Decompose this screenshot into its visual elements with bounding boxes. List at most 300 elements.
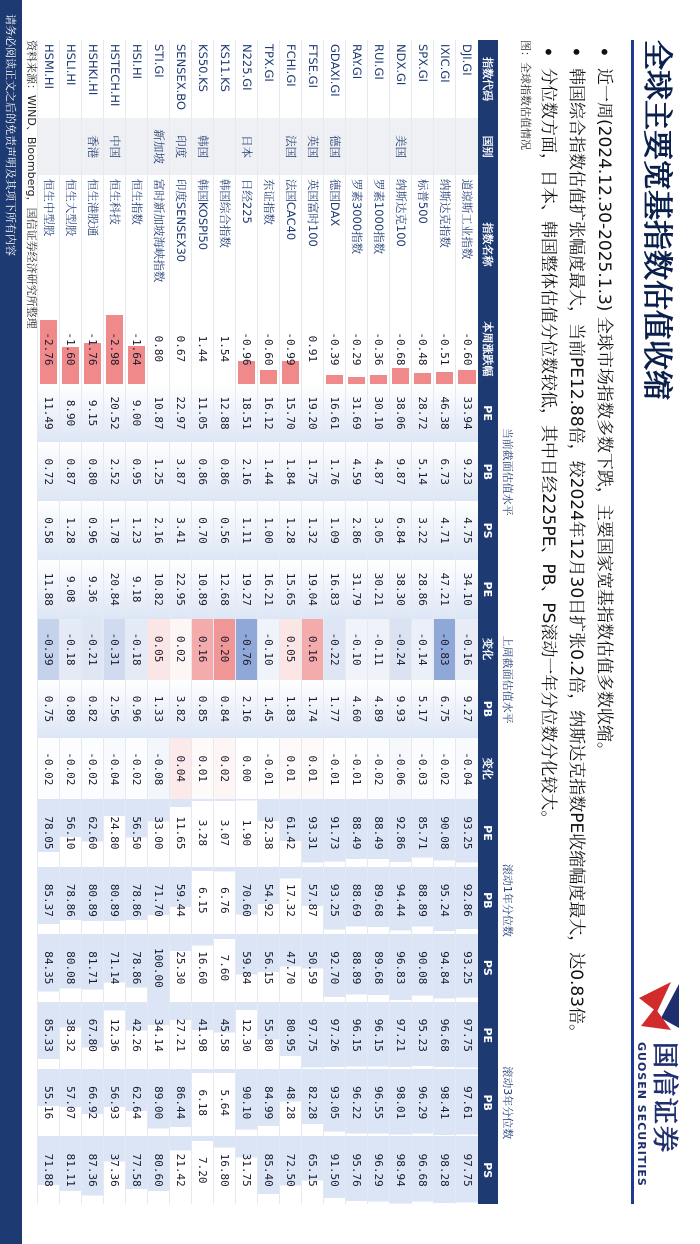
- cell-r1-ps: 94.84: [434, 934, 456, 1001]
- cell-ps: 0.56: [214, 501, 236, 560]
- cell-pb: 1.84: [280, 442, 302, 501]
- cell-name: 恒生指数: [126, 175, 148, 314]
- cell-chg: [346, 314, 368, 384]
- cell-r3-pe: 97.75: [456, 1002, 478, 1069]
- cell-region: [346, 118, 368, 175]
- cell-r3-pb: 86.44: [170, 1069, 192, 1136]
- cell-region: [126, 118, 148, 175]
- cell-name: 法国CAC40: [280, 175, 302, 314]
- cell-chg: [236, 314, 258, 384]
- cell-lw-pe-chg: -0.10: [346, 619, 368, 680]
- col-header-ps: PS: [478, 501, 498, 560]
- cell-lw-pe: 9.36: [82, 560, 104, 619]
- cell-r3-ps: 95.76: [346, 1136, 368, 1204]
- cell-lw-pb: 2.56: [104, 680, 126, 739]
- cell-lw-pe-chg: 0.16: [302, 619, 324, 680]
- cell-r3-ps: 87.36: [82, 1136, 104, 1204]
- cell-r3-pb: 66.92: [82, 1069, 104, 1136]
- cell-lw-pe: 19.04: [302, 560, 324, 619]
- table-row: [390, 40, 412, 1204]
- cell-r3-ps: 91.50: [324, 1136, 346, 1204]
- cell-r3-ps: 81.11: [60, 1136, 82, 1204]
- cell-r1-ps: 96.83: [390, 934, 412, 1001]
- cell-pe: 16.12: [258, 384, 280, 443]
- cell-lw-pe: 15.65: [280, 560, 302, 619]
- cell-lw-pb-chg: -0.08: [148, 738, 170, 799]
- cell-ps: 6.84: [390, 501, 412, 560]
- cell-r3-ps: 71.88: [38, 1136, 60, 1204]
- cell-r1-pe: 78.05: [38, 799, 60, 866]
- col-header-lw-pb-chg: 变化: [478, 738, 498, 799]
- cell-r3-pe: 97.75: [302, 1002, 324, 1069]
- cell-chg: [390, 314, 412, 384]
- cell-pe: 28.72: [412, 384, 434, 443]
- cell-lw-pb-chg: -0.01: [258, 738, 280, 799]
- cell-r1-ps: 47.70: [280, 934, 302, 1001]
- cell-r1-pb: 94.44: [390, 867, 412, 934]
- cell-r3-pe: 96.15: [368, 1002, 390, 1069]
- cell-r3-pe: 12.30: [236, 1002, 258, 1069]
- cell-lw-pb-chg: 0.01: [192, 738, 214, 799]
- cell-lw-pb-chg: -0.02: [38, 738, 60, 799]
- table-row: [236, 40, 258, 1204]
- cell-lw-pe-chg: -0.18: [60, 619, 82, 680]
- cell-pe: 18.51: [236, 384, 258, 443]
- page-title: 全球主要宽基指数估值收缩: [639, 40, 674, 400]
- cell-r3-pe: 80.95: [280, 1002, 302, 1069]
- cell-r3-pb: 96.29: [412, 1069, 434, 1136]
- cell-chg: [214, 314, 236, 384]
- col-header-chg: 本周涨跌幅: [478, 314, 498, 384]
- cell-lw-pb-chg: -0.03: [412, 738, 434, 799]
- cell-lw-pb: 1.83: [280, 680, 302, 739]
- cell-r1-ps: 88.89: [346, 934, 368, 1001]
- bullet-dot-icon: •: [592, 46, 616, 58]
- chg-bar: [371, 375, 388, 383]
- cell-r1-ps: 25.30: [170, 934, 192, 1001]
- cell-pb: 0.80: [82, 442, 104, 501]
- cell-code: HSI.HI: [126, 40, 148, 118]
- bullet-text: 近一周(2024.12.30-2025.1.3) 全球市场指数多数下跌，主要国家宽基指数估值多数收缩。: [594, 68, 614, 759]
- cell-region: 法国: [280, 118, 302, 175]
- cell-chg: [170, 314, 192, 384]
- cell-ps: 2.16: [148, 501, 170, 560]
- cell-r3-ps: 80.60: [148, 1136, 170, 1204]
- cell-code: SPX.GI: [412, 40, 434, 118]
- cell-chg: [192, 314, 214, 384]
- cell-code: NDX.GI: [390, 40, 412, 118]
- cell-name: 韩国KOSPI50: [192, 175, 214, 314]
- cell-code: TPX.GI: [258, 40, 280, 118]
- cell-pb: 3.87: [170, 442, 192, 501]
- cell-r1-pb: 59.44: [170, 867, 192, 934]
- chg-value: -2.76: [42, 332, 56, 366]
- group-header-roll3: 滚动3年分位数: [498, 1002, 518, 1204]
- cell-pe: 8.90: [60, 384, 82, 443]
- cell-lw-pe-chg: 0.20: [214, 619, 236, 680]
- cell-region: 日本: [236, 118, 258, 175]
- cell-r1-pe: 56.10: [60, 799, 82, 866]
- col-header-lw-pb: PB: [478, 680, 498, 739]
- cell-pb: 0.86: [214, 442, 236, 501]
- cell-ps: 1.23: [126, 501, 148, 560]
- cell-lw-pb-chg: -0.02: [126, 738, 148, 799]
- cell-r1-pb: 89.68: [368, 867, 390, 934]
- cell-lw-pe-chg: -0.76: [236, 619, 258, 680]
- cell-ps: 1.28: [280, 501, 302, 560]
- cell-r3-pb: 89.00: [148, 1069, 170, 1136]
- cell-r1-pe: 11.65: [170, 799, 192, 866]
- table-row: [324, 40, 346, 1204]
- cell-r3-ps: 98.94: [390, 1136, 412, 1204]
- cell-chg: [434, 314, 456, 384]
- cell-name: 道琼斯工业指数: [456, 175, 478, 314]
- cell-r3-pe: 12.36: [104, 1002, 126, 1069]
- cell-region: [258, 118, 280, 175]
- cell-lw-pb-chg: 0.01: [302, 738, 324, 799]
- cell-pe: 20.52: [104, 384, 126, 443]
- cell-lw-pe: 10.89: [192, 560, 214, 619]
- cell-r3-ps: 21.42: [170, 1136, 192, 1204]
- cell-pe: 19.20: [302, 384, 324, 443]
- cell-r1-pe: 3.28: [192, 799, 214, 866]
- cell-ps: 4.75: [456, 501, 478, 560]
- cell-ps: 0.58: [38, 501, 60, 560]
- cell-r1-ps: 89.68: [368, 934, 390, 1001]
- cell-r3-pe: 27.21: [170, 1002, 192, 1069]
- bullet-item: [562, 46, 590, 1196]
- cell-r3-pb: 84.99: [258, 1069, 280, 1136]
- cell-r3-pb: 98.01: [390, 1069, 412, 1136]
- table-row: [104, 40, 126, 1204]
- cell-r3-ps: 96.68: [412, 1136, 434, 1204]
- cell-lw-pe: 47.21: [434, 560, 456, 619]
- cell-region: 中国: [104, 118, 126, 175]
- cell-lw-pe-chg: -0.21: [82, 619, 104, 680]
- cell-r3-pb: 97.61: [456, 1069, 478, 1136]
- cell-name: 富时新加坡海峡指数: [148, 175, 170, 314]
- header-blank: [498, 40, 518, 384]
- cell-r1-ps: 92.70: [324, 934, 346, 1001]
- cell-r1-pb: 6.76: [214, 867, 236, 934]
- cell-lw-pe: 34.10: [456, 560, 478, 619]
- cell-pe: 30.10: [368, 384, 390, 443]
- cell-lw-pe: 31.79: [346, 560, 368, 619]
- logo-en-text: GUOSEN SECURITIES: [635, 1042, 648, 1187]
- table-row: [368, 40, 390, 1204]
- col-header-code: 指数代码: [478, 40, 498, 118]
- col-header-r3-ps: PS: [478, 1136, 498, 1204]
- cell-pe: 10.87: [148, 384, 170, 443]
- col-header-name: 指数名称: [478, 175, 498, 314]
- cell-r3-pb: 93.05: [324, 1069, 346, 1136]
- cell-code: IXIC.GI: [434, 40, 456, 118]
- figure-caption: 图：全球指数估值情况: [519, 40, 532, 150]
- cell-r1-pb: 54.92: [258, 867, 280, 934]
- cell-r3-ps: 97.75: [456, 1136, 478, 1204]
- chg-value: -0.36: [372, 332, 386, 366]
- cell-lw-pb: 1.77: [324, 680, 346, 739]
- cell-r3-pe: 41.98: [192, 1002, 214, 1069]
- chg-value: -0.60: [460, 332, 474, 366]
- cell-code: KS11.KS: [214, 40, 236, 118]
- cell-r3-pe: 38.32: [60, 1002, 82, 1069]
- cell-r1-pe: 61.42: [280, 799, 302, 866]
- cell-code: HSTECH.HI: [104, 40, 126, 118]
- table-row: [412, 40, 434, 1204]
- cell-r3-pe: 95.23: [412, 1002, 434, 1069]
- cell-r3-pe: 96.68: [434, 1002, 456, 1069]
- cell-name: 纳斯达克指数: [434, 175, 456, 314]
- chg-value: -0.39: [328, 332, 342, 366]
- cell-pe: 11.05: [192, 384, 214, 443]
- cell-code: RUI.GI: [368, 40, 390, 118]
- cell-r3-ps: 77.58: [126, 1136, 148, 1204]
- table-row: [38, 40, 60, 1204]
- cell-r3-ps: 65.15: [302, 1136, 324, 1204]
- chg-value: -0.29: [350, 332, 364, 366]
- cell-lw-pe: 12.68: [214, 560, 236, 619]
- cell-pe: 31.69: [346, 384, 368, 443]
- cell-lw-pb-chg: -0.02: [60, 738, 82, 799]
- chg-value: -0.99: [284, 332, 298, 366]
- cell-r1-pe: 92.86: [390, 799, 412, 866]
- cell-r3-pb: 48.28: [280, 1069, 302, 1136]
- cell-pb: 1.44: [258, 442, 280, 501]
- cell-lw-pe-chg: 0.16: [192, 619, 214, 680]
- cell-r3-pe: 55.80: [258, 1002, 280, 1069]
- chg-bar: [393, 368, 410, 384]
- table-row: [302, 40, 324, 1204]
- cell-r3-pb: 62.64: [126, 1069, 148, 1136]
- cell-region: 美国: [390, 118, 412, 175]
- cell-r1-pb: 85.37: [38, 867, 60, 934]
- cell-region: [456, 118, 478, 175]
- cell-chg: [104, 314, 126, 384]
- cell-lw-pe-chg: 0.05: [148, 619, 170, 680]
- cell-r3-ps: 85.40: [258, 1136, 280, 1204]
- chg-value: -0.60: [262, 332, 276, 366]
- cell-r1-ps: 84.35: [38, 934, 60, 1001]
- col-header-lw-pe-chg: 变化: [478, 619, 498, 680]
- cell-pb: 6.73: [434, 442, 456, 501]
- chg-value: 0.67: [174, 335, 188, 363]
- cell-r1-pe: 93.31: [302, 799, 324, 866]
- guosen-logo-icon: [635, 978, 685, 1034]
- cell-code: STI.GI: [148, 40, 170, 118]
- cell-r1-pe: 1.90: [236, 799, 258, 866]
- cell-region: [434, 118, 456, 175]
- cell-name: 恒生中型股: [38, 175, 60, 314]
- cell-ps: 3.41: [170, 501, 192, 560]
- cell-lw-pb: 1.45: [258, 680, 280, 739]
- cell-lw-pb: 4.60: [346, 680, 368, 739]
- cell-lw-pe-chg: -0.16: [456, 619, 478, 680]
- cell-pb: 0.72: [38, 442, 60, 501]
- cell-ps: 1.28: [60, 501, 82, 560]
- cell-pb: 1.75: [302, 442, 324, 501]
- cell-r1-pe: 33.00: [148, 799, 170, 866]
- cell-lw-pe: 19.27: [236, 560, 258, 619]
- cell-code: N225.GI: [236, 40, 258, 118]
- cell-ps: 1.78: [104, 501, 126, 560]
- group-header-last-week: 上周截面估值水平: [498, 560, 518, 799]
- col-header-r1-pe: PE: [478, 799, 498, 866]
- cell-pb: 4.87: [368, 442, 390, 501]
- cell-region: [412, 118, 434, 175]
- cell-r3-pb: 90.10: [236, 1069, 258, 1136]
- cell-r3-pe: 42.26: [126, 1002, 148, 1069]
- cell-lw-pb: 0.96: [126, 680, 148, 739]
- cell-ps: 4.71: [434, 501, 456, 560]
- cell-code: GDAXI.GI: [324, 40, 346, 118]
- cell-lw-pe-chg: -0.10: [258, 619, 280, 680]
- chg-value: -1.64: [130, 332, 144, 366]
- cell-code: KS50.KS: [192, 40, 214, 118]
- cell-code: HSLI.HI: [60, 40, 82, 118]
- cell-r1-pb: 57.87: [302, 867, 324, 934]
- cell-r3-pe: 96.15: [346, 1002, 368, 1069]
- cell-region: 德国: [324, 118, 346, 175]
- cell-pb: 1.25: [148, 442, 170, 501]
- cell-lw-pe: 16.83: [324, 560, 346, 619]
- cell-r1-pe: 56.50: [126, 799, 148, 866]
- cell-ps: 1.09: [324, 501, 346, 560]
- cell-lw-pe: 20.84: [104, 560, 126, 619]
- cell-r1-pe: 32.38: [258, 799, 280, 866]
- cell-lw-pe-chg: -0.83: [434, 619, 456, 680]
- cell-name: 恒生港股通: [82, 175, 104, 314]
- cell-r1-pe: 62.60: [82, 799, 104, 866]
- chg-value: 1.44: [196, 335, 210, 363]
- chg-bar: [349, 377, 366, 384]
- cell-lw-pb: 5.17: [412, 680, 434, 739]
- cell-name: 标普500: [412, 175, 434, 314]
- table-body: [38, 40, 478, 1204]
- cell-r3-ps: 96.29: [368, 1136, 390, 1204]
- summary-bullets: [534, 46, 618, 1196]
- cell-lw-pb: 0.82: [82, 680, 104, 739]
- cell-pe: 16.61: [324, 384, 346, 443]
- cell-r3-pb: 5.64: [214, 1069, 236, 1136]
- cell-lw-pe: 9.08: [60, 560, 82, 619]
- cell-pe: 9.00: [126, 384, 148, 443]
- cell-ps: 3.22: [412, 501, 434, 560]
- cell-lw-pb-chg: -0.01: [346, 738, 368, 799]
- chg-value: -1.76: [86, 332, 100, 366]
- cell-r3-ps: 37.36: [104, 1136, 126, 1204]
- cell-lw-pb: 2.16: [236, 680, 258, 739]
- cell-r1-pb: 6.15: [192, 867, 214, 934]
- cell-chg: [302, 314, 324, 384]
- cell-r1-ps: 71.14: [104, 934, 126, 1001]
- cell-r3-ps: 16.80: [214, 1136, 236, 1204]
- cell-pe: 38.06: [390, 384, 412, 443]
- cell-r1-ps: 56.15: [258, 934, 280, 1001]
- chg-bar: [261, 370, 278, 384]
- chg-bar: [327, 375, 344, 384]
- cell-lw-pb-chg: -0.01: [324, 738, 346, 799]
- cell-chg: [38, 314, 60, 384]
- cell-chg: [258, 314, 280, 384]
- cell-r1-pb: 95.24: [434, 867, 456, 934]
- cell-pb: 9.23: [456, 442, 478, 501]
- cell-lw-pe: 16.21: [258, 560, 280, 619]
- table-row: [258, 40, 280, 1204]
- cell-lw-pb-chg: -0.02: [434, 738, 456, 799]
- col-header-pb: PB: [478, 442, 498, 501]
- table-row: [126, 40, 148, 1204]
- table-row: [148, 40, 170, 1204]
- cell-lw-pb: 9.93: [390, 680, 412, 739]
- cell-r3-pb: 96.55: [368, 1069, 390, 1136]
- col-header-r3-pb: PB: [478, 1069, 498, 1136]
- valuation-table: [38, 40, 519, 1204]
- cell-lw-pe-chg: -0.39: [38, 619, 60, 680]
- cell-region: 印度: [170, 118, 192, 175]
- table-row: [170, 40, 192, 1204]
- cell-lw-pb-chg: 0.00: [236, 738, 258, 799]
- col-header-lw-pe: PE: [478, 560, 498, 619]
- cell-r3-pe: 85.33: [38, 1002, 60, 1069]
- cell-code: RAY.GI: [346, 40, 368, 118]
- cell-r1-pe: 24.80: [104, 799, 126, 866]
- cell-lw-pb: 0.84: [214, 680, 236, 739]
- cell-pe: 46.38: [434, 384, 456, 443]
- cell-lw-pe: 9.18: [126, 560, 148, 619]
- cell-pb: 2.52: [104, 442, 126, 501]
- bullet-text: 韩国综合指数估值扩张幅度最大，当前PE12.88倍，较2024年12月30日扩张0.2倍，纳斯达克指数PE收缩幅度最大，达0.83倍。: [566, 68, 586, 1042]
- cell-r1-ps: 81.71: [82, 934, 104, 1001]
- cell-r1-pb: 92.86: [456, 867, 478, 934]
- cell-name: 纳斯达克100: [390, 175, 412, 314]
- cell-r3-pb: 57.07: [60, 1069, 82, 1136]
- chg-bar: [415, 373, 432, 384]
- cell-chg: [324, 314, 346, 384]
- cell-pb: 0.87: [60, 442, 82, 501]
- cell-r1-pb: 17.32: [280, 867, 302, 934]
- bullet-item: [590, 46, 618, 1196]
- cell-pe: 22.97: [170, 384, 192, 443]
- bullet-item: [534, 46, 562, 1196]
- cell-code: DJI.GI: [456, 40, 478, 118]
- cell-pb: 9.87: [390, 442, 412, 501]
- cell-pb: 4.59: [346, 442, 368, 501]
- cell-r1-pe: 88.49: [346, 799, 368, 866]
- col-header-pe: PE: [478, 384, 498, 443]
- cell-ps: 2.86: [346, 501, 368, 560]
- group-header-current: 当前截面估值水平: [498, 384, 518, 560]
- cell-r1-ps: 93.25: [456, 934, 478, 1001]
- bullet-text: 分位数方面，日本、韩国整体估值分位数较低，其中日经225PE、PB、PS滚动一年分位数分化较大。: [538, 68, 558, 828]
- cell-r1-pb: 88.89: [412, 867, 434, 934]
- cell-lw-pe-chg: -0.11: [368, 619, 390, 680]
- col-header-r1-ps: PS: [478, 934, 498, 1001]
- cell-name: 日经225: [236, 175, 258, 314]
- logo: [630, 978, 690, 1218]
- chg-value: -2.98: [108, 332, 122, 366]
- cell-chg: [60, 314, 82, 384]
- cell-lw-pe-chg: 0.02: [170, 619, 192, 680]
- cell-r1-ps: 59.84: [236, 934, 258, 1001]
- cell-r3-pe: 67.80: [82, 1002, 104, 1069]
- cell-r3-pb: 56.93: [104, 1069, 126, 1136]
- table-row: [456, 40, 478, 1204]
- cell-r3-pb: 96.22: [346, 1069, 368, 1136]
- chg-value: -0.51: [438, 332, 452, 366]
- cell-pe: 15.70: [280, 384, 302, 443]
- cell-pb: 5.14: [412, 442, 434, 501]
